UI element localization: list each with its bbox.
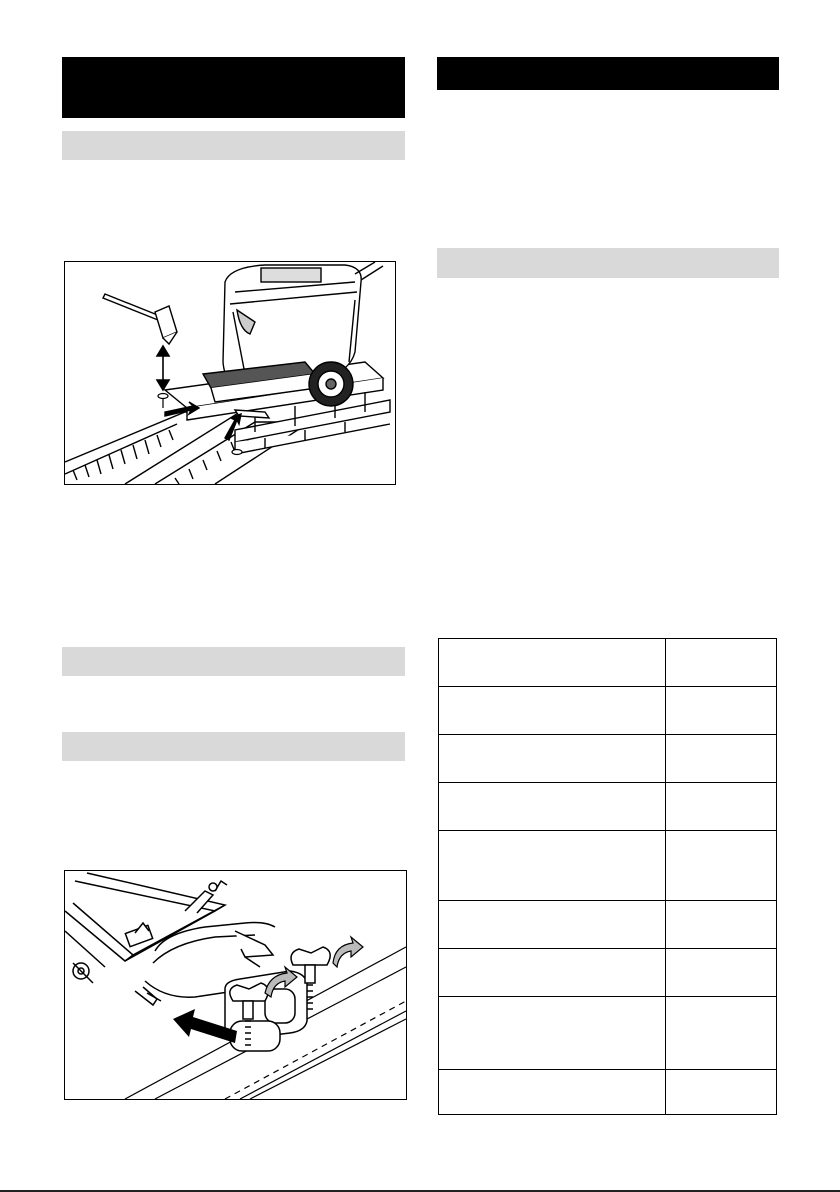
table-cell <box>439 949 666 997</box>
table-row <box>439 735 777 783</box>
double-arrow-icon <box>157 346 169 390</box>
figure-unpacking <box>64 261 396 485</box>
table-cell <box>439 997 666 1070</box>
table-cell <box>439 783 666 831</box>
table-cell <box>666 831 777 901</box>
table-row <box>439 901 777 949</box>
table-cell <box>666 901 777 949</box>
table-row <box>439 831 777 901</box>
subsection-heading-3 <box>62 732 405 761</box>
hammer-icon <box>103 294 177 344</box>
table-cell <box>666 735 777 783</box>
table-cell <box>666 949 777 997</box>
subsection-heading-right <box>437 248 779 278</box>
section-heading-right <box>437 57 779 90</box>
table-cell <box>439 831 666 901</box>
figure-squeegee-mounting <box>64 870 407 1100</box>
table-cell <box>439 1070 666 1115</box>
table-row <box>439 783 777 831</box>
table-cell <box>666 1070 777 1115</box>
table-cell <box>666 639 777 687</box>
table-cell <box>666 783 777 831</box>
table-row <box>439 639 777 687</box>
table-row <box>439 949 777 997</box>
section-heading-left <box>62 57 405 118</box>
table-cell <box>439 735 666 783</box>
table-cell <box>439 687 666 735</box>
table-row <box>439 687 777 735</box>
table-row <box>439 997 777 1070</box>
table-row <box>439 1070 777 1115</box>
subsection-heading-1 <box>62 131 405 160</box>
spec-table <box>438 638 777 1115</box>
clamp-body-icon <box>225 971 307 1051</box>
table-cell <box>666 997 777 1070</box>
table-cell <box>439 901 666 949</box>
table-cell <box>666 687 777 735</box>
subsection-heading-2 <box>62 647 405 676</box>
table-cell <box>439 639 666 687</box>
